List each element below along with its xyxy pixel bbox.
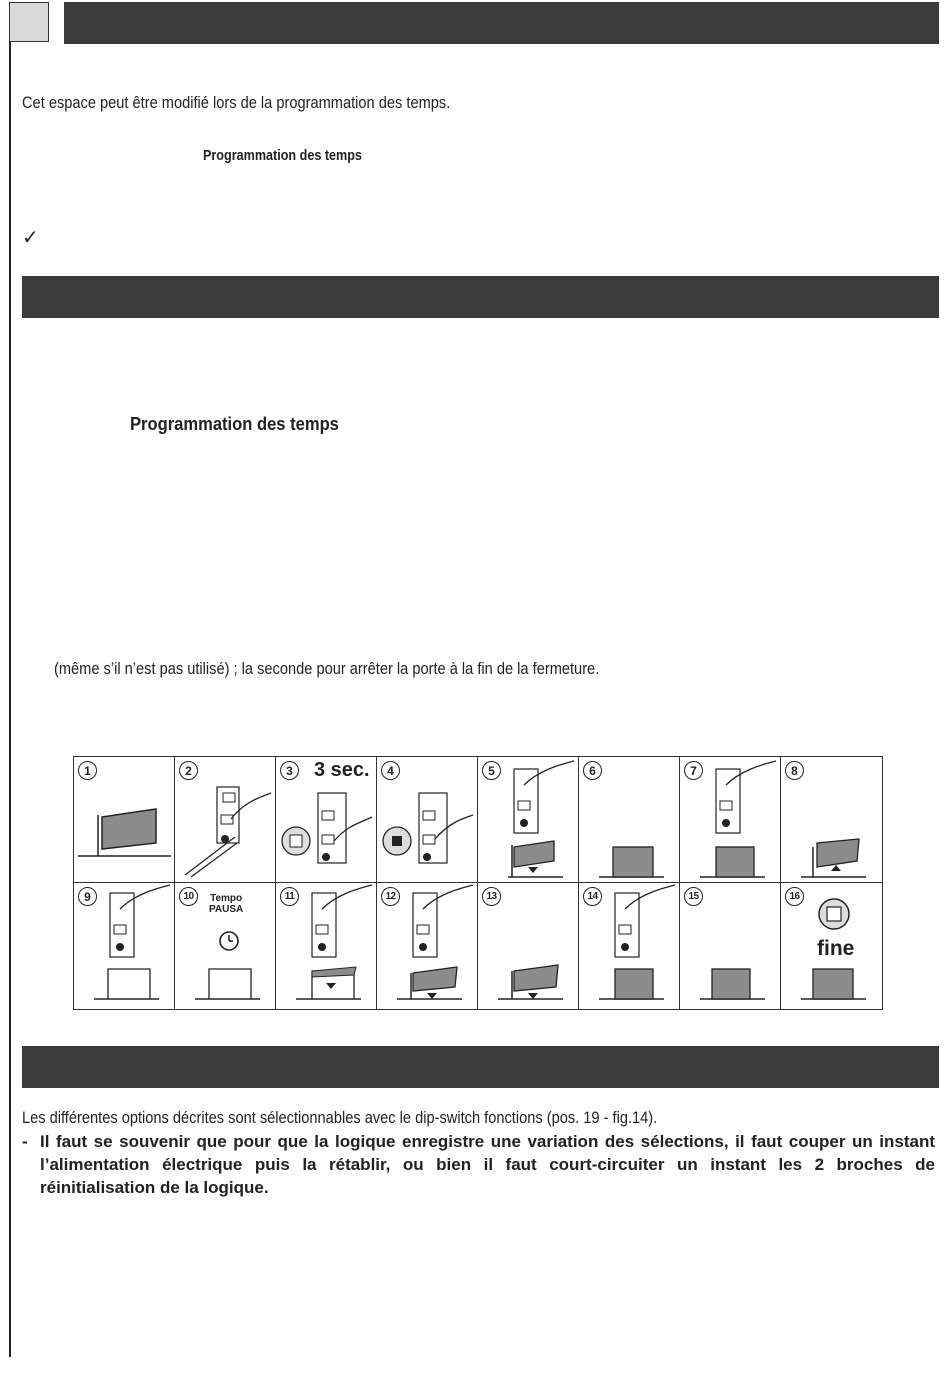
step-cell-7 xyxy=(680,757,781,883)
step-number: 9 xyxy=(78,887,97,906)
press-button-icon xyxy=(579,883,680,1009)
section-two-note: (même s’il n’est pas utilisé) ; la seconde pour arrêter la porte à la fin de la fermeture. xyxy=(54,659,600,678)
step-cell-1 xyxy=(74,757,175,883)
step-number: 15 xyxy=(684,887,703,906)
door-closed-icon xyxy=(680,883,781,1009)
check-mark: ✓ xyxy=(22,227,39,249)
section-header-bar-2 xyxy=(22,276,939,318)
press-button-icon xyxy=(74,883,175,1009)
door-closing-icon xyxy=(478,883,579,1009)
door-opening-icon xyxy=(478,757,579,883)
door-icon xyxy=(74,757,175,883)
hold-duration-label: 3 sec. xyxy=(314,759,370,781)
end-label: fine xyxy=(817,937,855,960)
press-button-icon xyxy=(175,757,276,883)
step-cell-15 xyxy=(680,883,781,1009)
section-header-bar-3 xyxy=(22,1046,939,1088)
step-number: 5 xyxy=(482,761,501,780)
clock-icon xyxy=(175,883,276,1009)
step-cell-2 xyxy=(175,757,276,883)
step-number: 11 xyxy=(280,887,299,906)
section-three-intro: Les différentes options décrites sont sélectionnables avec le dip-switch fonctions (pos. 19 - fig.14). xyxy=(22,1108,658,1127)
step-number: 13 xyxy=(482,887,501,906)
step-number: 10 xyxy=(179,887,198,906)
pause-label-line1: Tempo xyxy=(210,893,243,904)
step-number: 14 xyxy=(583,887,602,906)
end-indicator-icon xyxy=(781,883,882,1009)
page-number-box xyxy=(9,2,49,42)
step-cell-5 xyxy=(478,757,579,883)
step-number: 1 xyxy=(78,761,97,780)
step-cell-9 xyxy=(74,883,175,1009)
step-number: 12 xyxy=(381,887,400,906)
left-margin-rule xyxy=(9,42,11,1357)
step-cell-6 xyxy=(579,757,680,883)
pause-label-line2: PAUSA xyxy=(209,904,244,915)
step-cell-11 xyxy=(276,883,377,1009)
door-closing-icon xyxy=(276,883,377,1009)
section-header-bar-1 xyxy=(64,2,939,44)
step-cell-3 xyxy=(276,757,377,883)
reminder-text: Il faut se souvenir que pour que la logique enregistre une variation des sélections, il faut couper un instant l’alimentation électrique puis la rétablir, ou bien il faut court-circuiter un instant les 2 broches de réinitialisation de la logique. xyxy=(40,1132,935,1197)
programming-steps-figure xyxy=(73,756,883,1010)
step-cell-12 xyxy=(377,883,478,1009)
section-one-intro: Cet espace peut être modifié lors de la programmation des temps. xyxy=(22,93,451,112)
section-two-subheading: Programmation des temps xyxy=(130,414,339,434)
step-cell-4 xyxy=(377,757,478,883)
step-cell-16 xyxy=(781,883,882,1009)
section-one-subheading: Programmation des temps xyxy=(203,147,362,164)
step-number: 2 xyxy=(179,761,198,780)
step-number: 7 xyxy=(684,761,703,780)
step-number: 8 xyxy=(785,761,804,780)
step-cell-10 xyxy=(175,883,276,1009)
step-number: 16 xyxy=(785,887,804,906)
hold-button-icon xyxy=(276,757,377,883)
step-number: 6 xyxy=(583,761,602,780)
door-closed-icon xyxy=(579,757,680,883)
list-dash: - xyxy=(22,1132,28,1151)
step-cell-8 xyxy=(781,757,882,883)
step-cell-13 xyxy=(478,883,579,1009)
door-closing-icon xyxy=(781,757,882,883)
reminder-paragraph xyxy=(22,1130,935,1199)
step-number: 4 xyxy=(381,761,400,780)
door-closing-icon xyxy=(377,883,478,1009)
press-button-icon xyxy=(680,757,781,883)
step-cell-14 xyxy=(579,883,680,1009)
blinking-led-icon xyxy=(377,757,478,883)
step-number: 3 xyxy=(280,761,299,780)
